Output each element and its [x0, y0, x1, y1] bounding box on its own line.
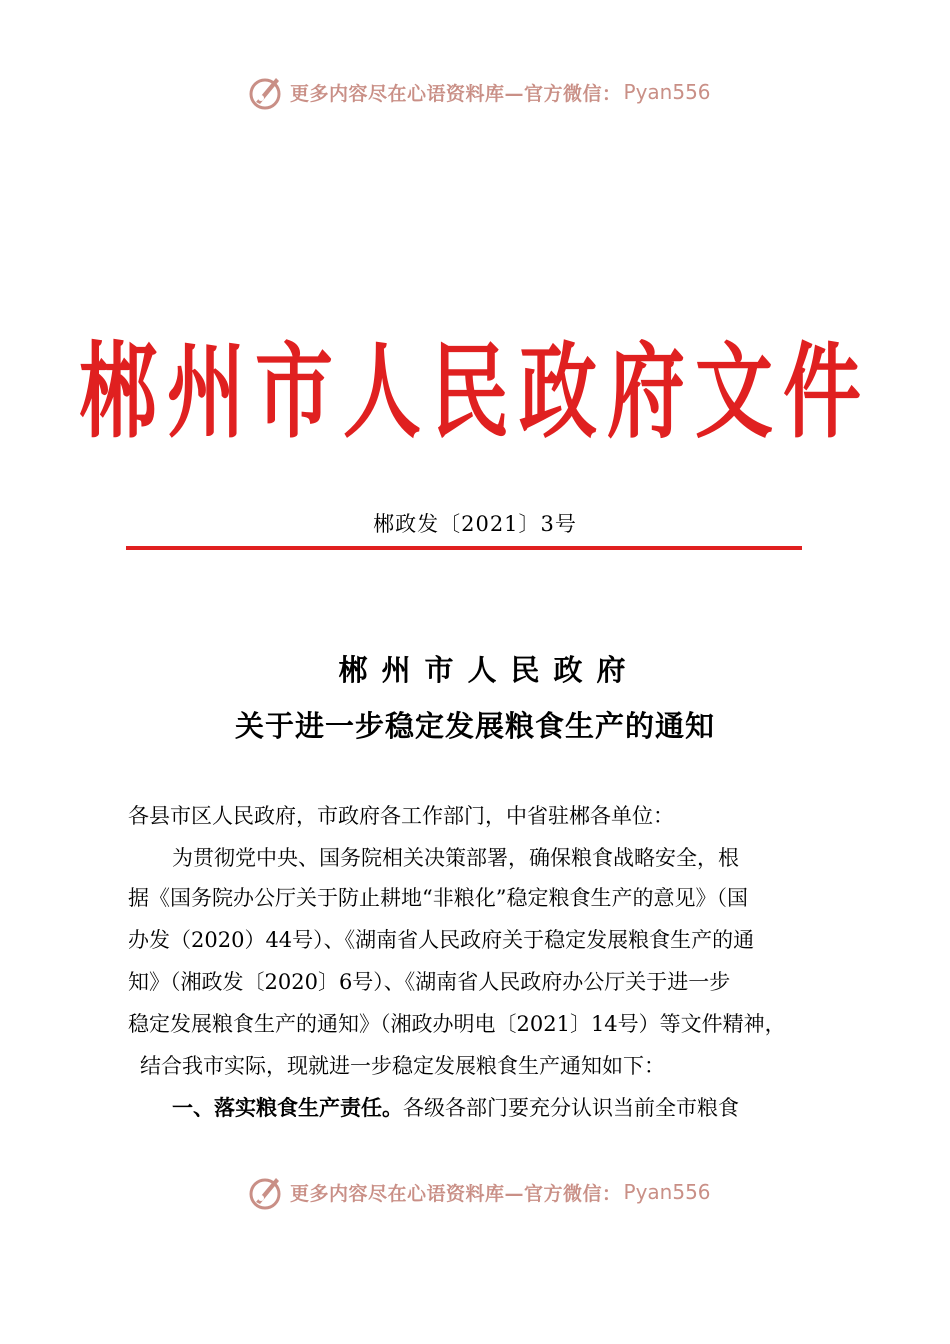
salutation: 各县市区人民政府，市政府各工作部门，中省驻郴各单位：	[128, 804, 674, 828]
section-1	[172, 1088, 739, 1128]
quill-logo-icon	[248, 72, 284, 112]
watermark-wechat-id: Pyan556	[623, 1180, 711, 1204]
red-divider	[126, 546, 802, 550]
masthead-title: 郴州市人民政府文件	[78, 332, 871, 453]
paragraph-line: 据《国务院办公厅关于防止耕地“非粮化”稳定粮食生产的意见》（国	[128, 886, 748, 910]
section-1-text: 各级各部门要充分认识当前全市粮食	[403, 1096, 739, 1120]
watermark-bottom	[248, 1172, 711, 1212]
watermark-text: 更多内容尽在心语资料库—官方微信：	[290, 82, 622, 105]
watermark-wechat-id: Pyan556	[623, 80, 711, 104]
quill-logo-icon	[248, 1172, 284, 1212]
watermark-top	[248, 72, 711, 112]
paragraph-line: 稳定发展粮食生产的通知》（湘政办明电〔2021〕14号）等文件精神，	[128, 1012, 786, 1036]
paragraph-line: 为贯彻党中央、国务院相关决策部署，确保粮食战略安全，根	[172, 846, 739, 870]
notice-title: 关于进一步稳定发展粮食生产的通知	[234, 709, 715, 743]
document-number: 郴政发〔2021〕3号	[373, 512, 577, 536]
watermark-text: 更多内容尽在心语资料库—官方微信：	[290, 1182, 622, 1205]
paragraph-line: 知》（湘政发〔2020〕6号）、《湖南省人民政府办公厅关于进一步	[128, 970, 731, 994]
paragraph-line: 结合我市实际，现就进一步稳定发展粮食生产通知如下：	[140, 1054, 665, 1078]
paragraph-line: 办发（2020）44号）、《湖南省人民政府关于稳定发展粮食生产的通	[128, 928, 755, 952]
section-1-heading: 一、落实粮食生产责任。	[172, 1096, 403, 1120]
issuer-title: 郴州市人民政府	[338, 653, 640, 687]
